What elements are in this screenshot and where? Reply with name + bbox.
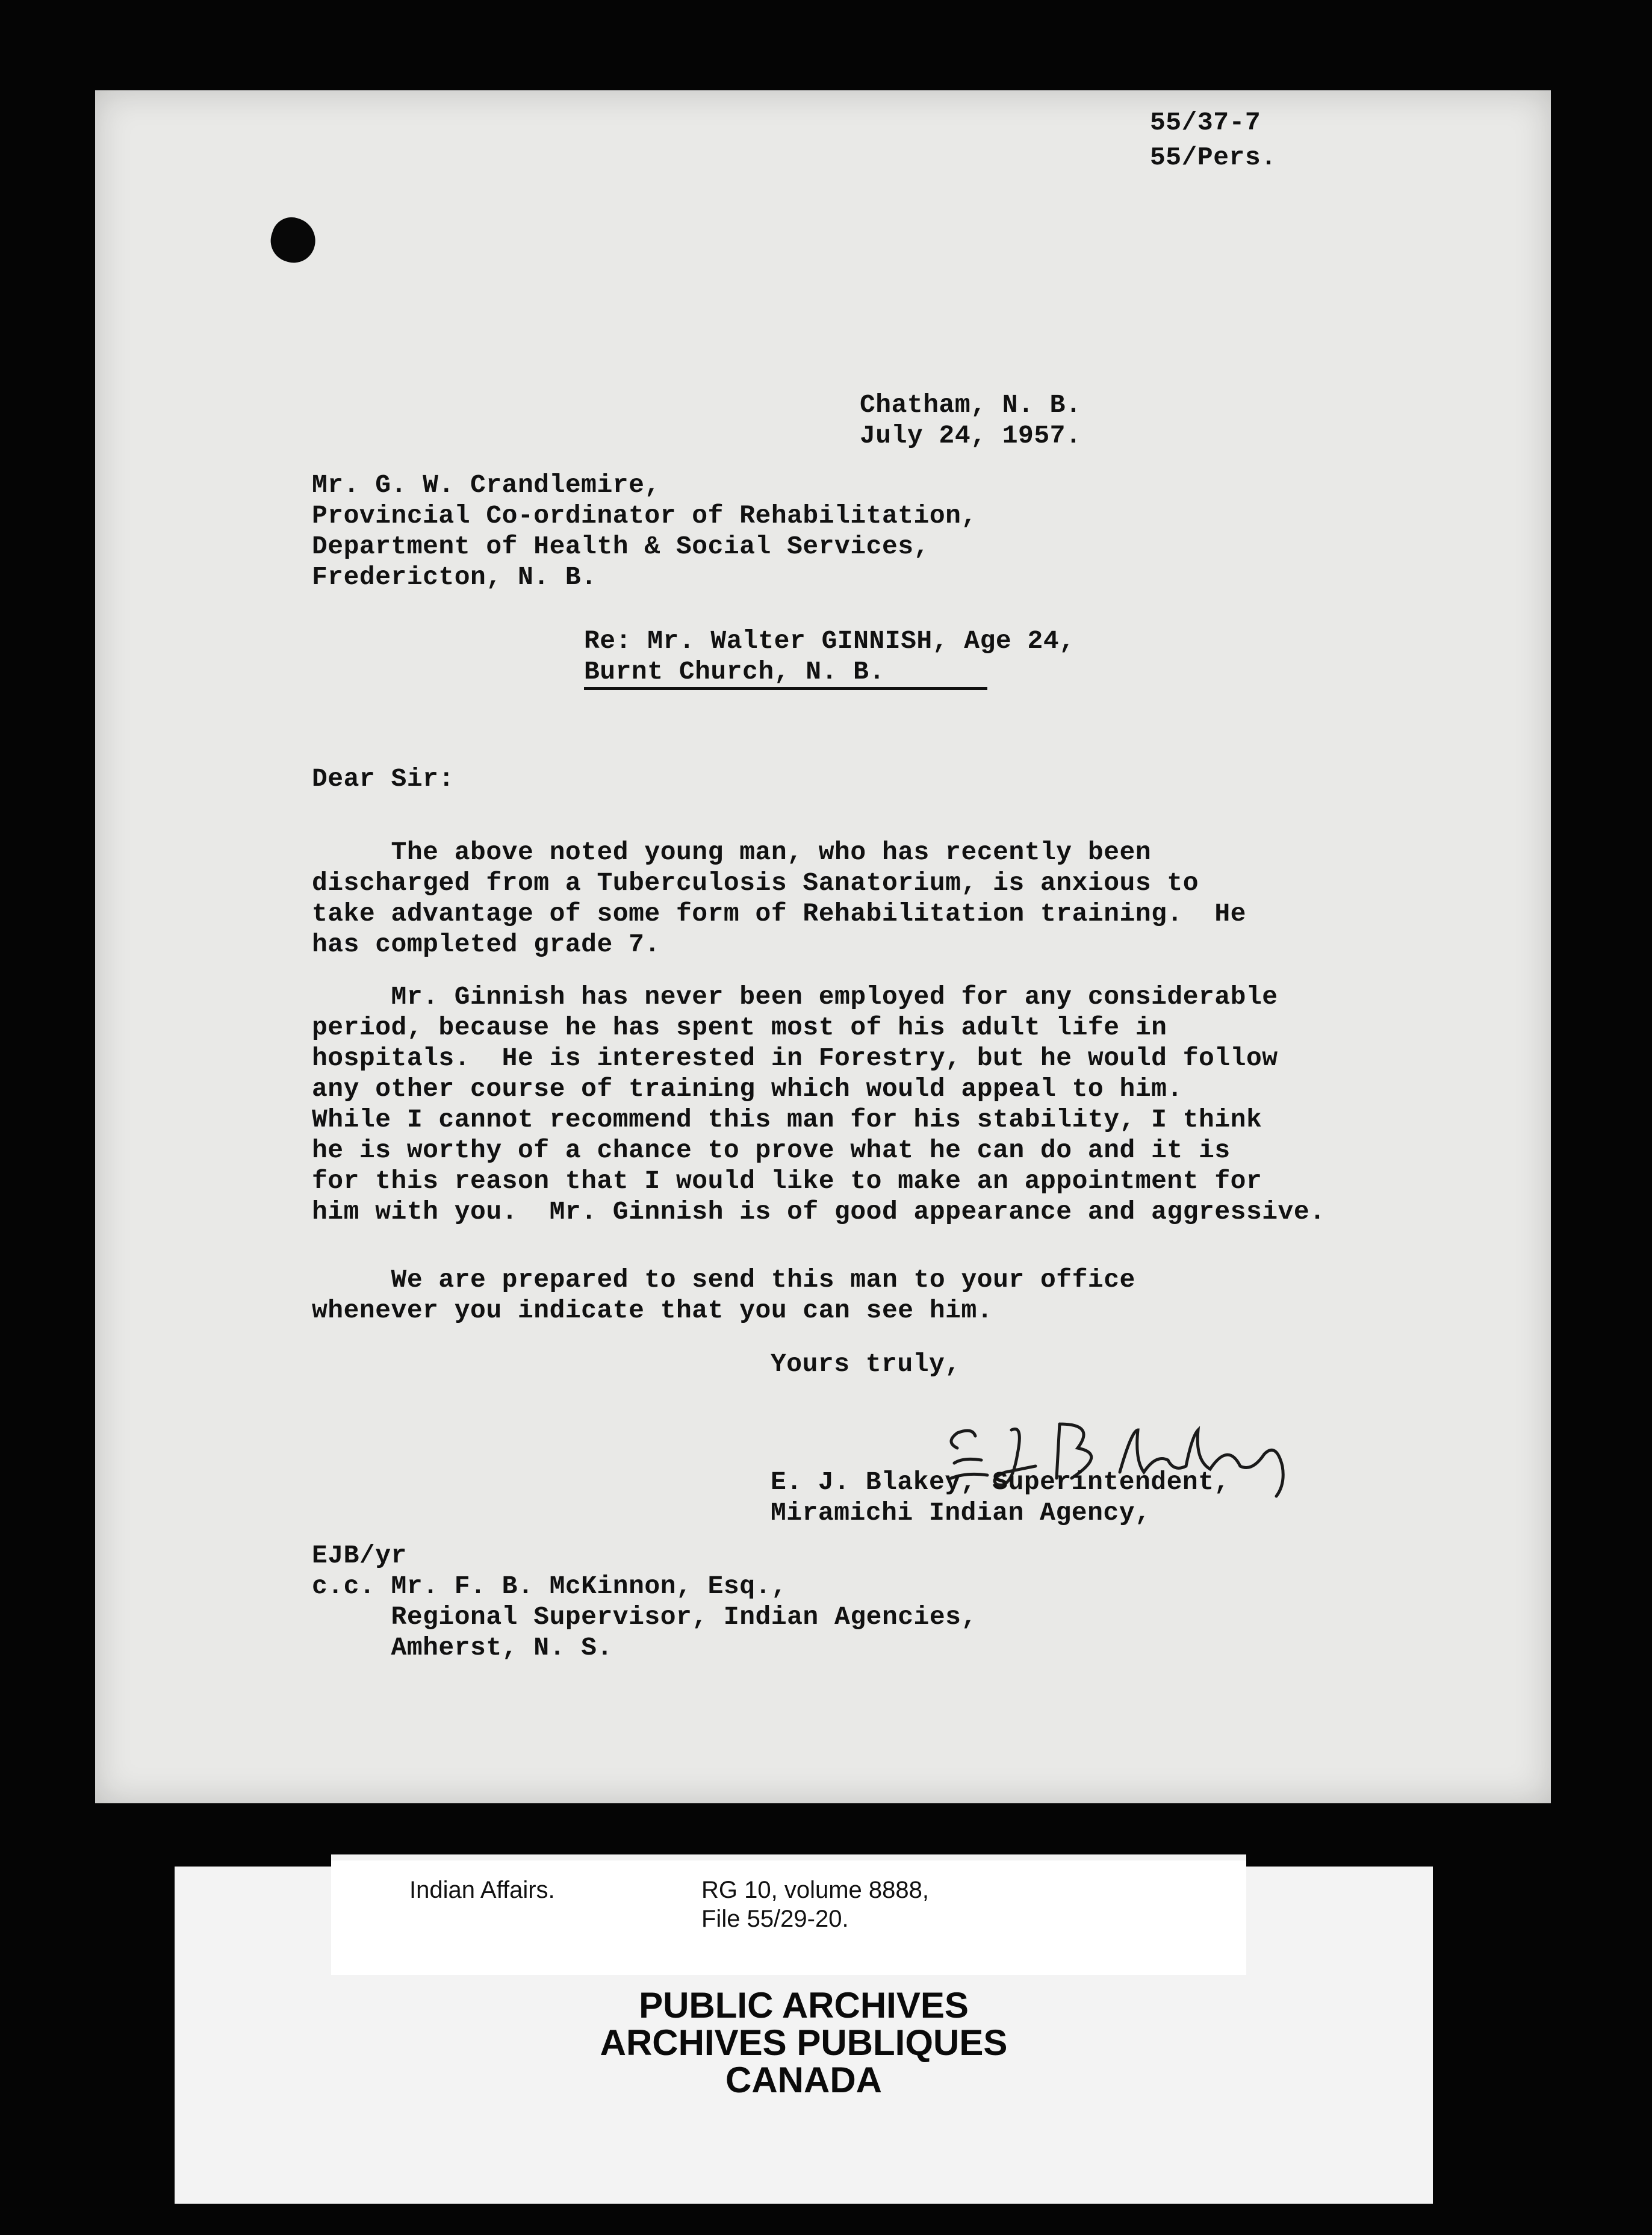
text-line: Mr. Ginnish has never been employed for any considerable <box>312 982 1278 1012</box>
text-line: he is worthy of a chance to prove what he can do and it is <box>312 1136 1231 1165</box>
paragraph-3 <box>312 1264 1135 1326</box>
initials: EJB/yr <box>312 1541 407 1570</box>
collection-name: Indian Affairs. <box>409 1877 555 1903</box>
stamp-line: PUBLIC ARCHIVES <box>639 1985 969 2025</box>
salutation: Dear Sir: <box>312 764 455 794</box>
text-line: While I cannot recommend this man for his stability, I think <box>312 1105 1262 1134</box>
signer-line: E. J. Blakey, Superintendent, <box>771 1467 1230 1497</box>
addressee-line: Mr. G. W. Crandlemire, <box>312 470 660 500</box>
paragraph-2 <box>312 981 1325 1227</box>
subject-line-1: Re: Mr. Walter GINNISH, Age 24, <box>584 626 1075 656</box>
text-line: any other course of training which would appeal to him. <box>312 1074 1183 1104</box>
addressee-line: Provincial Co-ordinator of Rehabilitation, <box>312 501 977 530</box>
stamp-line: ARCHIVES PUBLIQUES <box>600 2022 1008 2063</box>
addressee-line: Department of Health & Social Services, <box>312 532 930 561</box>
archives-stamp <box>175 1987 1433 2099</box>
text-line: hospitals. He is interested in Forestry, but he would follow <box>312 1043 1278 1073</box>
text-line: whenever you indicate that you can see him. <box>312 1296 993 1325</box>
reference-line: File 55/29-20. <box>701 1906 849 1932</box>
letter-date: July 24, 1957. <box>860 421 1082 450</box>
subject-line <box>584 626 1075 690</box>
text-line: take advantage of some form of Rehabilitation training. He <box>312 899 1246 928</box>
cc-line: Amherst, N. S. <box>312 1633 613 1662</box>
cc-block <box>312 1540 977 1663</box>
file-references <box>1150 105 1276 175</box>
label-edge <box>175 1854 331 1867</box>
reference-line: RG 10, volume 8888, <box>701 1877 929 1903</box>
addressee-line: Fredericton, N. B. <box>312 562 597 592</box>
ink-blot <box>265 212 321 268</box>
file-ref: 55/37-7 <box>1150 108 1261 137</box>
stamp-line: CANADA <box>725 2060 882 2100</box>
text-line: The above noted young man, who has recently been <box>312 838 1152 867</box>
text-line: discharged from a Tuberculosis Sanatorium, is anxious to <box>312 868 1199 898</box>
text-line: for this reason that I would like to make an appointment for <box>312 1166 1262 1196</box>
text-line: period, because he has spent most of his adult life in <box>312 1013 1167 1042</box>
cc-line: Regional Supervisor, Indian Agencies, <box>312 1602 977 1632</box>
text-line: him with you. Mr. Ginnish is of good appearance and aggressive. <box>312 1197 1326 1226</box>
closing: Yours truly, <box>771 1349 961 1379</box>
signer-block <box>771 1467 1230 1528</box>
text-line: We are prepared to send this man to your office <box>312 1265 1135 1295</box>
text-line: has completed grade 7. <box>312 930 660 959</box>
subject-line-2: Burnt Church, N. B. <box>584 656 987 690</box>
addressee-block <box>312 470 977 592</box>
paragraph-1 <box>312 837 1246 960</box>
file-ref: 55/Pers. <box>1150 143 1277 172</box>
place-date <box>860 390 1081 451</box>
cc-line: c.c. Mr. F. B. McKinnon, Esq., <box>312 1571 787 1601</box>
signer-line: Miramichi Indian Agency, <box>771 1498 1151 1528</box>
archive-reference <box>701 1876 929 1933</box>
label-edge <box>1246 1854 1433 1867</box>
place: Chatham, N. B. <box>860 390 1082 420</box>
